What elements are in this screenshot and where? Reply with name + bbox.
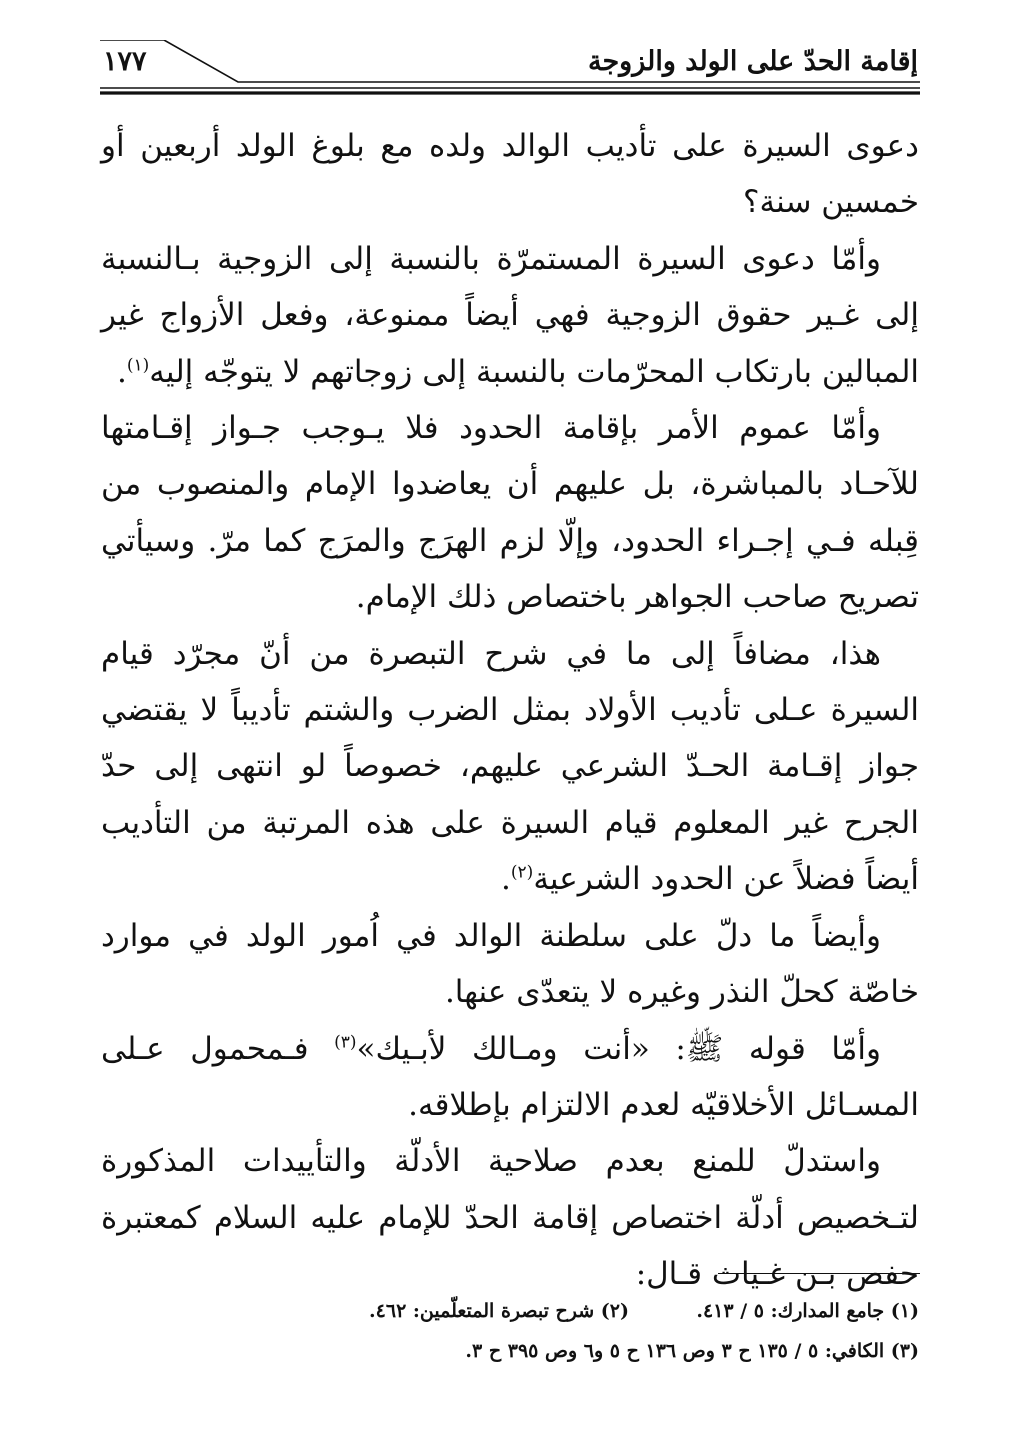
footnote-2: (٢) شرح تبصرة المتعلّمين: ٤٦٢. (369, 1300, 629, 1322)
paragraph-3 (101, 400, 919, 626)
paragraph-text: . (116, 353, 127, 390)
footnote-ref: (١) (126, 355, 150, 376)
running-header-title: إقامة الحدّ على الولد والزوجة (588, 46, 918, 77)
paragraph-5 (101, 908, 919, 1021)
paragraph-2 (101, 231, 919, 400)
footnote-ref: (٢) (510, 862, 534, 883)
paragraph-text: دعوى السيرة على تأديب الوالد ولده مع بلوغ الولد أربعين أو خمسين سنة؟ (101, 128, 919, 221)
paragraph-1 (101, 118, 919, 231)
paragraph-text: واستدلّ للمنع بعدم صلاحية الأدلّة والتأييدات المذكورة لتـخصيص أدلّة اختصاص إقامة الحدّ للإمام عليه السلام كمعتبرة حفص بـن غـياث قـال: (101, 1143, 919, 1293)
footnote-3: (٣) الكافي: ٥ / ١٣٥ ح ٣ وص ١٣٦ ح ٥ و٦ وص ٣٩٥ ح ٣. (465, 1340, 919, 1362)
paragraph-text: فـمحمول عـلى المسـائل الأخلاقيّه لعدم الالتزام بإطلاقه. (101, 1030, 919, 1123)
paragraph-7 (101, 1133, 919, 1302)
footnote-separator (718, 1273, 920, 1274)
footnote-1: (١) جامع المدارك: ٥ / ٤١٣. (696, 1300, 919, 1322)
paragraph-text: . (501, 861, 511, 898)
paragraph-4 (101, 626, 919, 908)
footnotes (101, 1291, 919, 1371)
page-number: ١٧٧ (103, 46, 147, 77)
footnote-row (101, 1291, 919, 1331)
paragraph-text: وأمّا عموم الأمر بإقامة الحدود فلا يـوجب جـواز إقـامتها للآحـاد بالمباشرة، بل عليهم أن يعاضدوا الإمام والمنصوب من قِبله فـي إجـراء الحدود، وإلّا لزم الهرَج والمرَج كما مرّ. وسيأتي تصريح صاحب الجواهر باختصاص ذلك الإمام. (101, 410, 919, 616)
footnote-ref: (٣) (334, 1032, 357, 1053)
paragraph-6 (101, 1021, 919, 1134)
body-text (101, 118, 919, 1303)
paragraph-text: هذا، مضافاً إلى ما في شرح التبصرة من أنّ مجرّد قيام السيرة عـلى تأديب الأولاد بمثل الضرب والشتم تأديباً لا يقتضي جواز إقـامة الحـدّ الشرعي عليهم، خصوصاً لو انتهى إلى حدّ الجرح غير المعلوم قيام السيرة على هذه المرتبة من التأديب أيضاً فضلاً عن الحدود الشرعية (101, 635, 919, 898)
paragraph-text: وأمّا دعوى السيرة المستمرّة بالنسبة إلى الزوجية بـالنسبة إلى غـير حقوق الزوجية فهي أيضاً ممنوعة، وفعل الأزواج غير المبالين بارتكاب المحرّمات بالنسبة إلى زوجاتهم لا يتوجّه إليه (101, 240, 919, 390)
paragraph-text: وأيضاً ما دلّ على سلطنة الوالد في اُمور الولد في موارد خاصّة كحلّ النذر وغيره لا يتعدّى عنها. (101, 917, 919, 1011)
header-rule (100, 40, 920, 102)
paragraph-text: وأمّا قوله ﷺ: «أنت ومـالك لأبـيك» (356, 1030, 881, 1067)
